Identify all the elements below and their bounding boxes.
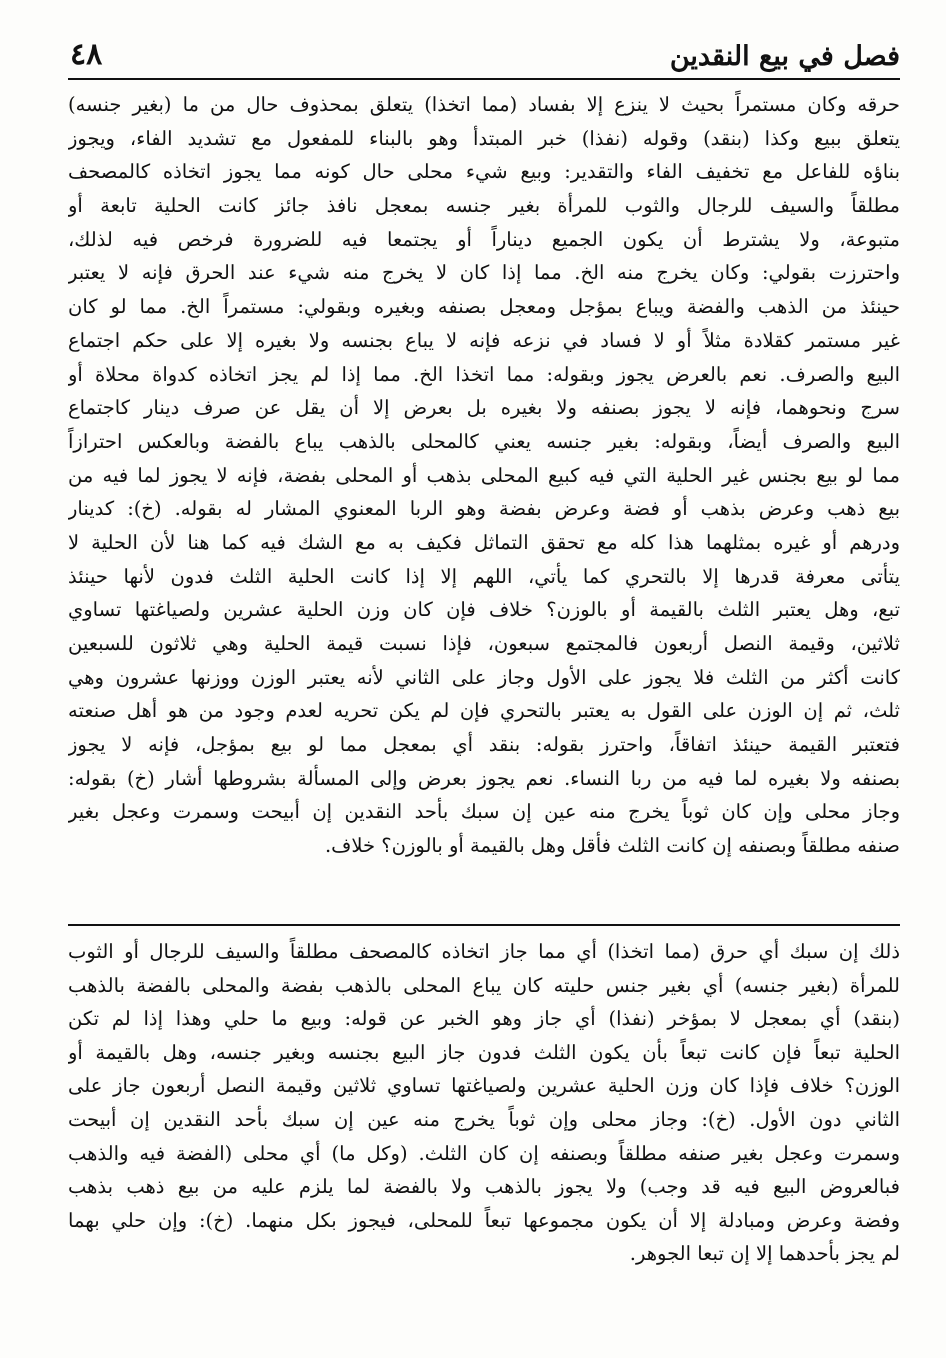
main-line: وجاز محلى وإن كان ثوباً يخرج منه عين إن سبك بأحد النقدين إن أبيحت وسمرت وعجل بغير [68, 800, 900, 824]
main-line: بصنفه ولا بغيره لما فيه من ربا النساء. نعم يجوز بعرض وإلى المسألة بشروطها أشار (خ) بقوله: [68, 766, 900, 790]
main-line: صنفه مطلقاً وبصنفه إن كانت الثلث فأقل وهل بالقيمة أو بالوزن؟ خلاف. [324, 834, 900, 858]
commentary-text [68, 935, 900, 1271]
main-line: فتعتبر القيمة حينئذ اتفاقاً، واحترز بقوله: بنقد أي بمعجل مما لو بيع بمؤجل، فإنه لا يجوز [68, 733, 900, 757]
main-line: البيع والصرف أيضاً، وبقوله: بغير جنسه يعني كالمحلى بالذهب يباع بالفضة وبالعكس احترازاً [68, 429, 900, 453]
main-line: مما لو بيع بجنس غير الحلية التي فيه كبيع المحلى بذهب أو المحلى بفضة، فإنه لا يجوز لما فيه من [68, 463, 900, 487]
commentary-line: فبالعروض البيع فيه قد وجب) ولا يجوز بالذهب ولا بالفضة لما يلزم عليه من بيع ذهب بذهب [68, 1175, 900, 1199]
commentary-line: وسمرت وعجل بغير صنفه مطلقاً وبصنفه إن كان الثلث. (وكل ما) أي محلى (الفضة فيه والذهب [68, 1141, 900, 1165]
commentary-line: ذلك إن سبك أي حرق (مما اتخذا) أي مما جاز اتخاذه كالمصحف مطلقاً والسيف للرجال أو الثوب [68, 940, 900, 963]
header-rule [68, 78, 900, 80]
main-line: مطلقاً والسيف للرجال والثوب للمرأة بغير جنسه بمعجل نافذ جائز كانت الحلية تابعة أو [68, 194, 900, 218]
commentary-line: وفضة وعرض ومبادلة إلا أن يكون مجموعها تبعاً للمحلى، فيجوز بكل منهما. (خ): وإن حلي بهما [68, 1208, 900, 1232]
commentary-line: الوزن؟ خلاف فإذا كان وزن الحلية عشرين ولصياغتها تساوي ثلاثين وقيمة النصل أربعون جاز على [68, 1074, 900, 1098]
main-line: سرج ونحوهما، فإنه لا يجوز بصنفه ولا بغيره بل بعرض إلا أن يقل عن صرف دينار كاجتماع [68, 396, 900, 420]
main-line: متبوعة، ولا يشترط أن يكون الجميع ديناراً أو يجتمعا فيه للضرورة فرخص فيه لذلك، [68, 227, 900, 251]
main-line: يتأتى معرفة قدرها إلا بالتحري كما يأتي، اللهم إلا إذا كانت الحلية الثلث فدون لأنها حينئذ [68, 564, 900, 588]
main-line: كانت أكثر من الثلث فلا يجوز على الأول وجاز على الثاني لأنه يعتبر الوزن ووزنها عشرون وهي [68, 665, 900, 689]
main-line: ودرهم أو غيره بمثلهما هذا كله مع تحقق التماثل فكيف به مع الشك فيه كما هنا لأن الحلية لا [68, 530, 900, 554]
commentary-line: (بنقد) أي بمعجل لا بمؤخر (نفذا) أي جاز وهو الخبر عن قوله: وبيع ما حلي وهذا إذا لم تكن [68, 1007, 900, 1031]
main-line: بيع ذهب وعرض بذهب أو فضة وعرض بفضة وهو الربا المعنوي المشار له بقوله. (خ): كدينار [68, 497, 900, 521]
running-title: فصل في بيع النقدين [669, 41, 900, 72]
main-line: حرقه وكان مستمراً بحيث لا ينزع إلا بفساد (مما اتخذا) يتعلق بمحذوف حال من ما (بغير جنسه) [68, 93, 900, 116]
running-head [70, 30, 900, 70]
main-line: البيع والصرف. نعم بالعرض يجوز وبقوله: مما اتخذا الخ. مما إذا لم يجز اتخاذه كدواة محلاة أو [68, 362, 900, 386]
main-line: حينئذ من الذهب والفضة ويباع بمؤجل ومعجل بصنفه وبغيره وبقولي: مستمراً الخ. مما لو كان [68, 295, 900, 319]
main-line: بناؤه للفاعل مع تخفيف الفاء والتقدير: وبيع شيء محلى حال كونه مما يجوز اتخاذه كالمصحف [68, 160, 900, 184]
commentary-line: الحلية تبعاً فإن كانت تبعاً بأن يكون الثلث فدون جاز البيع بجنسه وبغير جنسه، وهل بالقيمة أو [68, 1040, 900, 1064]
page-number: ٤٨ [70, 37, 103, 72]
main-line: واحترزت بقولي: وكان يخرج منه الخ. مما إذا كان لا يخرج منه شيء عند الحرق فإنه لا يعتبر [68, 261, 900, 285]
main-line: تبع، وهل يعتبر الثلث بالقيمة أو بالوزن؟ خلاف فإن كان وزن الحلية عشرين ولصياغتها تساوي [68, 598, 900, 622]
commentary-line: للمرأة (بغير جنسه) أي بغير جنس حليته كان يباع المحلى بالذهب بفضة والمحلى بالفضة بالذهب [68, 973, 900, 997]
main-text [68, 88, 900, 863]
main-line: يتعلق ببيع وكذا (بنقد) وقوله (نفذا) خبر المبتدأ وهو بالبناء للمفعول مع تشديد الفاء، ويجوز [68, 126, 900, 150]
commentary-line: الثاني دون الأول. (خ): وجاز محلى وإن ثوباً يخرج منه عين إن سبك بأحد النقدين إن أبيحت [68, 1107, 900, 1131]
commentary-line: لم يجز بأحدهما إلا إن تبعا الجوهر. [629, 1242, 900, 1266]
main-line: غير مستمر كقلادة مثلاً أو لا فساد في نزعه فإنه لا يباع بجنسه ولا بغيره إلا على حكم اجتماع [68, 328, 900, 352]
footnote-rule [68, 924, 900, 926]
main-line: ثلث، ثم إن الوزن على القول به يعتبر بالتحري فإن لم يكن تحريه لعدم وجود من هو أهل صنعته [68, 699, 900, 723]
main-line: ثلاثين، وقيمة النصل أربعون فالمجتمع سبعون، فإذا نسبت قيمة الحلية وهي ثلاثون للسبعين [68, 632, 900, 655]
